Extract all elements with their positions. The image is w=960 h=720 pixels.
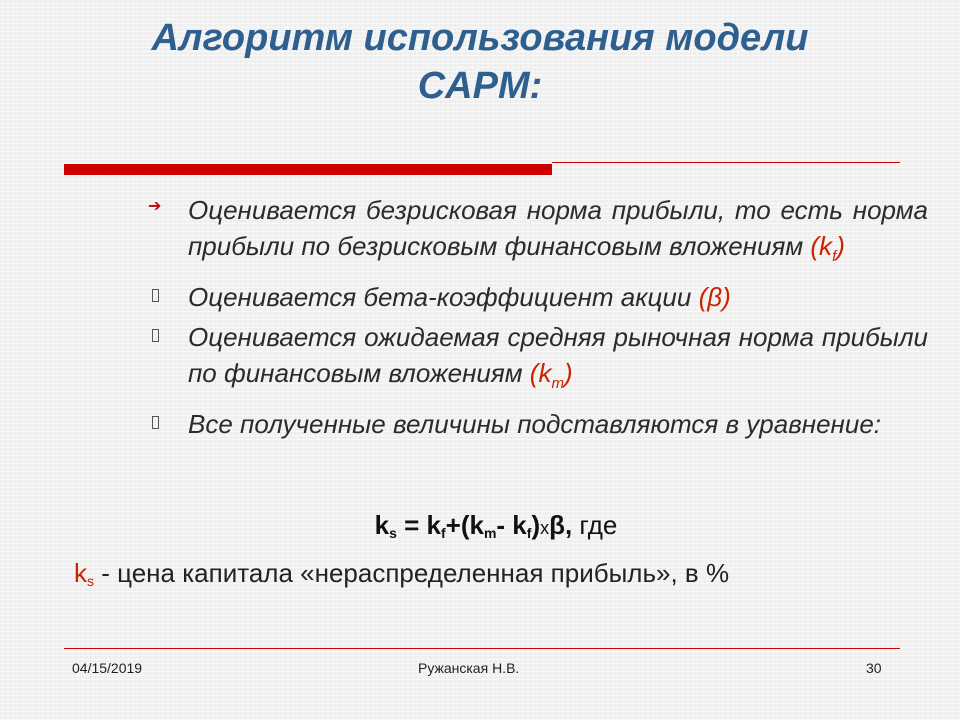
arrow-bullet-icon: ➔: [148, 198, 162, 215]
title-rule-thin: [552, 162, 900, 163]
title-line-1: Алгоритм использования модели: [151, 17, 809, 59]
ks-symbol: $k_s$: [74, 558, 94, 589]
title-rule-thick: [64, 164, 552, 175]
market-rate-symbol: $(k_m)$: [529, 358, 573, 393]
box-bullet-icon: [152, 289, 159, 302]
bullet-list: [148, 192, 928, 446]
capm-formula: $k_s = k_f+(k_m-$ $k_f)x\beta$, где: [374, 510, 618, 541]
bullet-item-3: [148, 319, 928, 402]
box-bullet-icon: [152, 329, 159, 342]
risk-free-rate-symbol: $(k_f)$: [810, 231, 845, 266]
footer-author: Ружанская Н.В.: [418, 660, 520, 676]
footer-rule: [64, 648, 900, 649]
slide-title: [60, 14, 900, 110]
bullet-text: Оценивается бета-коэффициент акции (β): [188, 282, 731, 313]
bullet-text: Оценивается безрисковая норма прибыли, то есть норма прибыли по безрисковым финансовым вложениям $(k_f)$: [188, 195, 928, 266]
page-number: 30: [866, 660, 882, 676]
bullet-text: Все полученные величины подставляются в уравнение:: [188, 409, 881, 440]
footer-date: 04/15/2019: [72, 660, 143, 676]
bullet-item-2: [148, 279, 928, 315]
bullet-text: Оценивается ожидаемая средняя рыночная норма прибыли по финансовым вложениям $(k_m)$: [188, 322, 928, 393]
bullet-item-1: [148, 192, 928, 275]
box-bullet-icon: [152, 416, 159, 429]
bullet-item-4: [148, 406, 928, 442]
beta-symbol: (β): [698, 282, 731, 313]
title-line-2: CAPM:: [417, 65, 543, 107]
cost-of-capital-definition: $k_s$ - цена капитала «нераспределенная прибыль», в %: [74, 558, 730, 589]
